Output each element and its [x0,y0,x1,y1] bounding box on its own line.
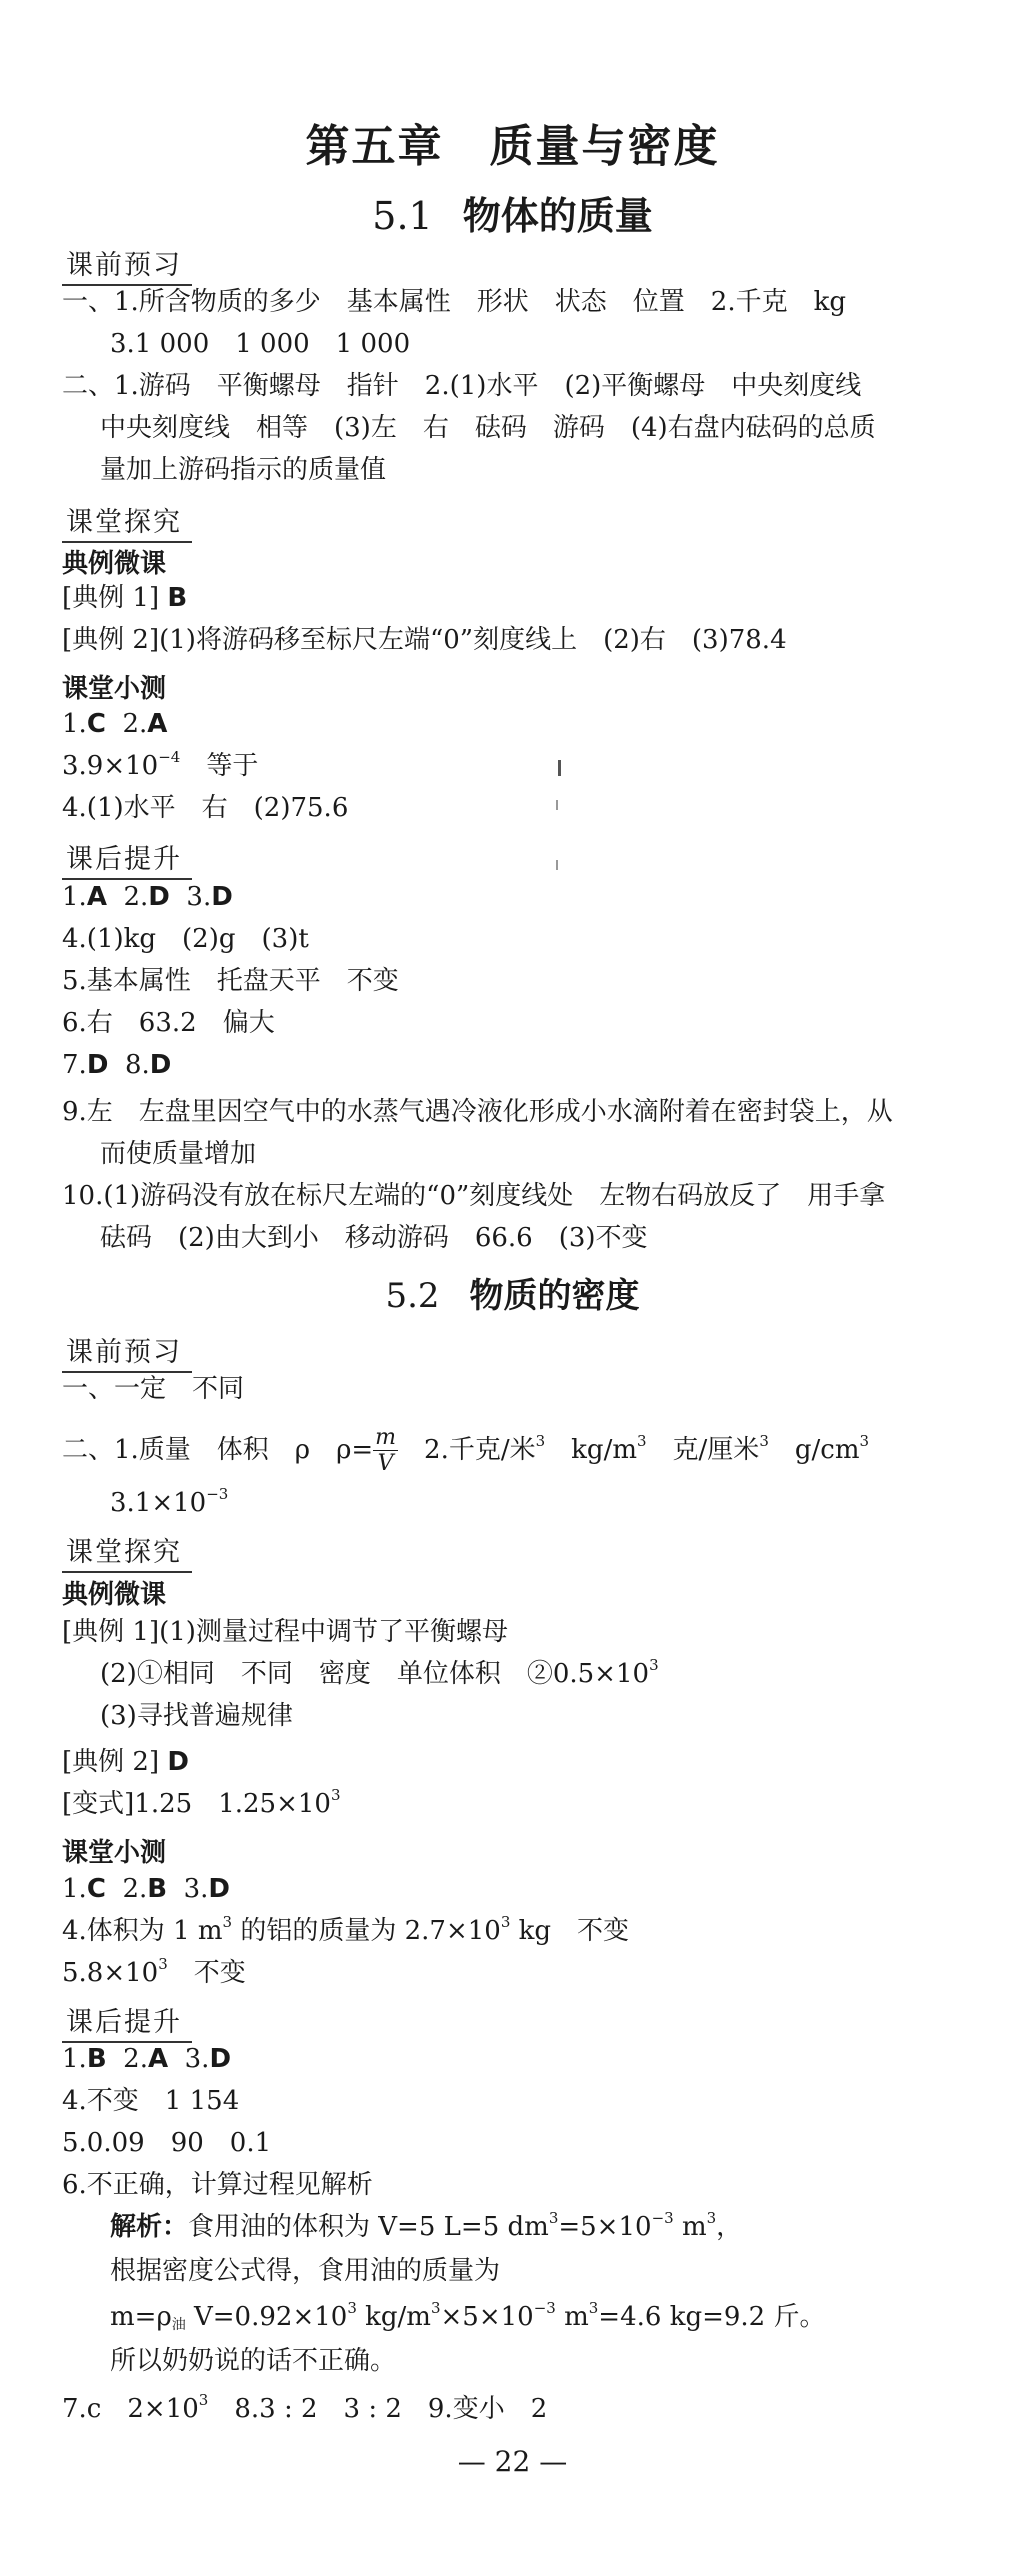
quiz-answers [62,707,167,741]
text-line: 一、1.所含物质的多少 基本属性 形状 状态 位置 2.千克 kg [62,287,847,317]
answer: C [86,709,106,739]
chapter-title: 第五章 质量与密度 [305,121,720,172]
text: 5.8×10 [62,1958,159,1988]
after-answer-9: 9.左 左盘里因空气中的水蒸气遇冷液化形成小水滴附着在密封袋上，从 [62,1097,893,1127]
label: [典例 2] [62,1747,160,1777]
value: 等于 [180,751,259,781]
exponent: 3 [158,1955,168,1973]
answer: A [147,2044,169,2074]
text: m=ρ [110,2302,172,2332]
answer: D [149,1050,172,1080]
text: 4.体积为 1 m [62,1916,223,1946]
stray-mark [556,860,558,870]
text: 二、1.质量 体积 ρ ρ= [62,1435,374,1465]
qnum: 2. [123,882,149,912]
exponent: 3 [637,1432,647,1450]
text: 2.千克/米 [398,1435,536,1465]
page-number: — 22 — [457,2445,568,2478]
example-1 [62,1615,508,1649]
value: 3.9×10 [62,751,159,781]
label: [典例 2] [62,625,160,655]
qnum: 7. [62,1050,87,1080]
preview-heading: 课前预习 [62,1330,192,1373]
quiz-answer-4: 4.(1)水平 右 (2)75.6 [62,793,349,823]
exponent: 3 [548,2209,559,2227]
explore-heading: 课堂探究 [62,500,192,543]
example-1-part2 [100,1657,659,1691]
qnum: 1. [62,709,87,739]
example-heading: 典例微课 [62,1580,167,1610]
exponent: 3 [430,2299,441,2317]
example-heading: 典例微课 [62,549,167,579]
quiz-heading: 课堂小测 [62,674,167,704]
text-line: 3.1 000 1 000 1 000 [110,329,411,359]
qnum: 2. [123,2044,148,2074]
after-answer-6: 6.右 63.2 偏大 [62,1008,275,1038]
numerator: m [375,1425,397,1450]
exponent: 3 [706,2209,717,2227]
text-line-formula [62,1420,869,1480]
qnum: 1. [62,2044,87,2074]
after-answer-10: 10.(1)游码没有放在标尺左端的“0”刻度线处 左物右码放反了 用手拿 [62,1181,886,1211]
answer: D [209,2044,232,2074]
text: 8.3 : 2 3 : 2 9.变小 2 [208,2394,548,2424]
stray-mark [558,760,561,776]
text: 不变 [167,1958,246,1988]
label: [变式] [62,1789,135,1819]
exponent: 3 [859,1432,870,1450]
text: =4.6 kg=9.2 斤。 [598,2302,826,2332]
answer: C [86,1874,106,1904]
solution-line-1 [110,2210,742,2244]
example-1-part3: (3)寻找普遍规律 [100,1701,293,1731]
density-fraction [373,1427,398,1475]
label: [典例 1] [62,583,160,613]
after-answers [62,880,233,914]
exponent: 3 [535,1432,546,1450]
answer: A [86,882,107,912]
answer: D [211,882,233,912]
text: 7.c 2×10 [62,2394,199,2424]
text: kg/m [545,1435,637,1465]
text: ×5×10 [440,2302,534,2332]
section-title-5-1 [0,185,1025,240]
text: 克/厘米 [646,1435,760,1465]
after-answer-9-cont: 而使质量增加 [100,1139,257,1169]
answer: A [147,709,168,739]
section-number: 5.2 [385,1276,440,1316]
exponent: −3 [651,2209,674,2227]
after-answers-7-9 [62,2392,547,2426]
exponent: 3 [500,1913,511,1931]
after-answer-5: 5.0.09 90 0.1 [62,2128,272,2158]
quiz-answers [62,1872,230,1906]
after-class-heading: 课后提升 [62,2000,192,2043]
text: g/cm [768,1435,860,1465]
qnum: 1. [62,1874,87,1904]
exponent: −3 [206,1485,229,1503]
answer: D [208,1874,231,1904]
section-number: 5.1 [372,194,433,238]
answer: (1)测量过程中调节了平衡螺母 [159,1617,508,1647]
preview-heading: 课前预习 [62,243,192,286]
explore-heading: 课堂探究 [62,1530,192,1573]
text: kg/m [356,2302,431,2332]
quiz-answer-4 [62,1914,629,1948]
after-answer-10-cont: 砝码 (2)由大到小 移动游码 66.6 (3)不变 [100,1223,648,1253]
answer: B [86,2044,107,2074]
solution-line-2: 根据密度公式得，食用油的质量为 [110,2256,501,2286]
text-line: 量加上游码指示的质量值 [100,455,387,485]
text-line: 一、一定 不同 [62,1374,245,1404]
exponent: 3 [330,1786,341,1804]
text: m [673,2212,707,2242]
after-answer-5: 5.基本属性 托盘天平 不变 [62,966,399,996]
quiz-answer-3 [62,749,258,783]
after-answers [62,2042,231,2076]
answer: (1)将游码移至标尺左端“0”刻度线上 (2)右 (3)78.4 [159,625,787,655]
section-name: 物体的质量 [462,194,653,238]
exponent: 3 [222,1913,233,1931]
qnum: 1. [62,882,87,912]
quiz-heading: 课堂小测 [62,1838,167,1868]
after-answer-6: 6.不正确，计算过程见解析 [62,2170,373,2200]
answer: D [86,1050,109,1080]
qnum: 3. [186,882,212,912]
section-title-5-2 [0,1268,1025,1317]
qnum: 3. [184,2044,210,2074]
example-2 [62,1745,189,1779]
variant [62,1787,341,1821]
answer: D [148,882,170,912]
text: 食用油的体积为 V=5 L=5 dm [188,2212,549,2242]
exponent: 3 [588,2299,599,2317]
label: [典例 1] [62,1617,160,1647]
answer: 1.25 1.25×10 [134,1789,331,1819]
solution-line-4: 所以奶奶说的话不正确。 [110,2346,397,2376]
example-1 [62,581,187,615]
text-line [110,1486,228,1520]
text: kg 不变 [510,1916,630,1946]
after-answer-4: 4.不变 1 154 [62,2086,240,2116]
after-answer-4: 4.(1)kg (2)g (3)t [62,924,309,954]
text-line: 中央刻度线 相等 (3)左 右 砝码 游码 (4)右盘内砝码的总质 [100,413,876,443]
answer: B [167,583,188,613]
exponent: 3 [759,1432,769,1450]
value: 3.1×10 [110,1488,207,1518]
text: =5×10 [558,2212,652,2242]
solution-line-3 [110,2300,826,2334]
subscript: 油 [171,2317,186,2333]
text-line: 二、1.游码 平衡螺母 指针 2.(1)水平 (2)平衡螺母 中央刻度线 [62,371,862,401]
qnum: 2. [122,1874,148,1904]
qnum: 3. [183,1874,209,1904]
quiz-answer-5 [62,1956,246,1990]
text: 的铝的质量为 2.7×10 [232,1916,501,1946]
stray-mark [556,800,558,810]
section-name: 物质的密度 [469,1276,640,1316]
answer: (2)①相同 不同 密度 单位体积 ②0.5×10 [100,1659,650,1689]
text: V=0.92×10 [185,2302,348,2332]
answer: D [167,1747,189,1777]
exponent: 3 [198,2391,209,2409]
exponent: 3 [347,2299,357,2317]
qnum: 2. [122,709,148,739]
denominator: V [377,1451,394,1476]
text: ， [716,2212,743,2242]
exponent: 3 [649,1656,659,1674]
after-class-heading: 课后提升 [62,837,192,880]
text: m [555,2302,589,2332]
exponent: −3 [533,2299,556,2317]
exponent: −4 [158,748,181,766]
example-2 [62,623,787,657]
qnum: 8. [124,1050,150,1080]
after-answers-7-8 [62,1048,171,1082]
answer: B [147,1874,168,1904]
solution-label: 解析： [110,2212,189,2242]
